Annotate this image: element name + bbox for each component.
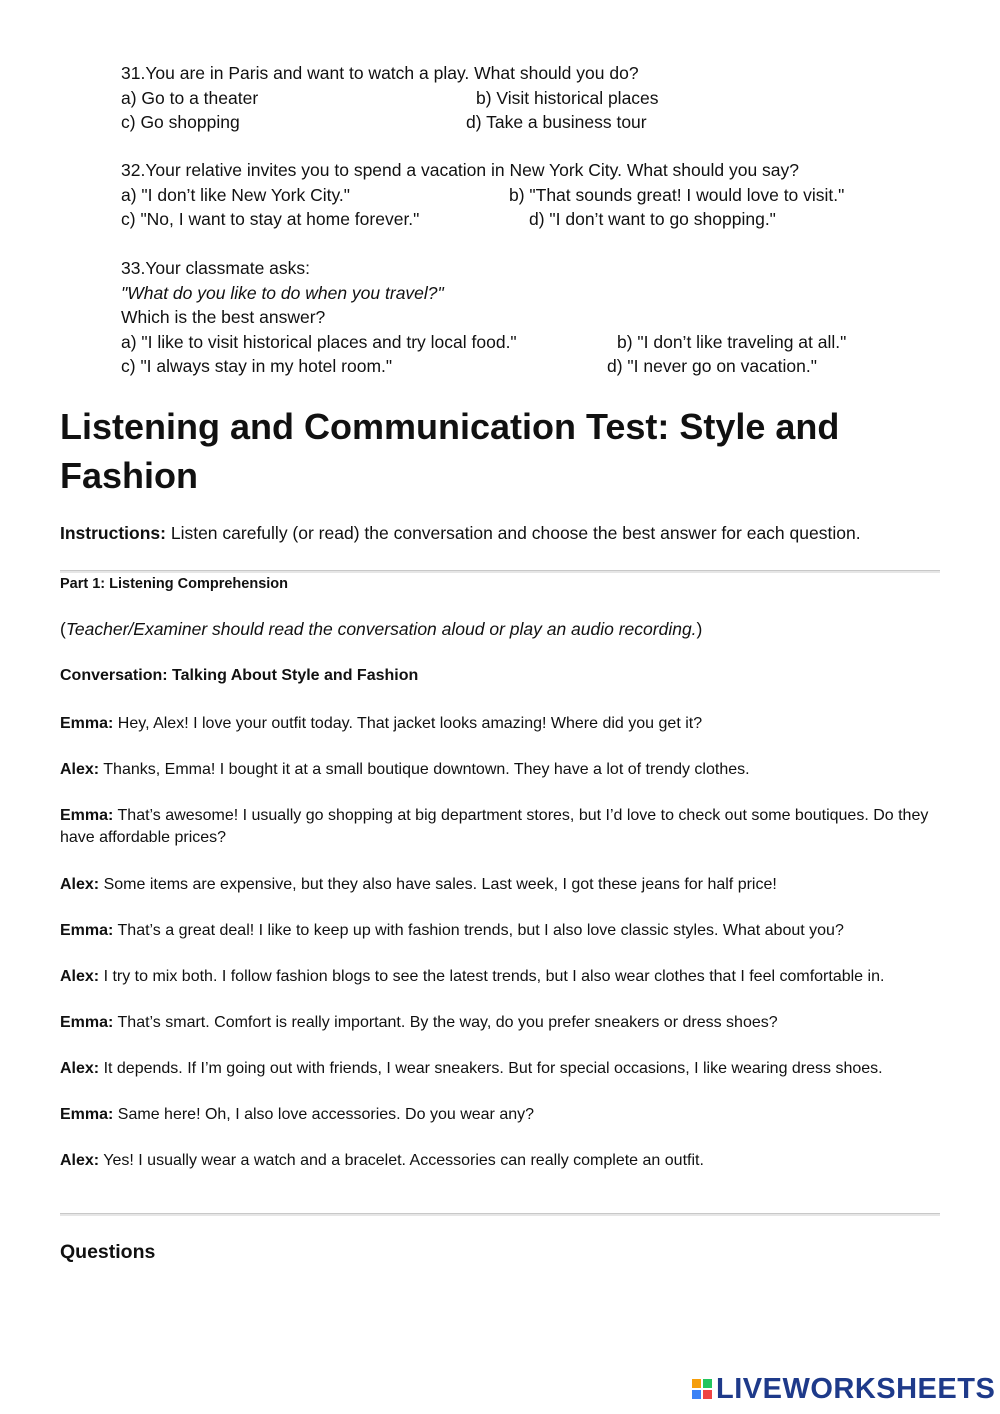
part1-heading: Part 1: Listening Comprehension <box>60 576 288 592</box>
dialogue-line <box>60 1150 950 1172</box>
dialogue-text: Some items are expensive, but they also have sales. Last week, I got these jeans for half price! <box>99 876 777 893</box>
instructions <box>60 523 861 544</box>
speaker: Emma: <box>60 1106 114 1123</box>
option-a: a) Go to a theater <box>121 87 259 108</box>
option-a: a) "I like to visit historical places and try local food." <box>121 331 517 352</box>
page-title: Listening and Communication Test: Style and Fashion <box>60 406 840 496</box>
note-text: Teacher/Examiner should read the conversation aloud or play an audio recording. <box>65 619 697 639</box>
option-row <box>121 330 921 355</box>
logo-square <box>703 1390 712 1399</box>
dialogue-text: Same here! Oh, I also love accessories. Do you wear any? <box>113 1106 535 1123</box>
question-prompt: 33.Your classmate asks: <box>121 258 311 278</box>
dialogue-line <box>60 1104 950 1126</box>
option-c: c) Go shopping <box>121 112 240 132</box>
divider <box>60 1213 940 1216</box>
option-row <box>121 86 881 111</box>
option-row <box>121 110 881 135</box>
speaker: Alex: <box>60 968 100 985</box>
option-c: c) "I always stay in my hotel room." <box>121 356 393 376</box>
speaker: Alex: <box>60 1060 100 1077</box>
liveworksheets-logo[interactable] <box>692 1374 995 1404</box>
question-prompt: 32.Your relative invites you to spend a vacation in New York City. What should you say? <box>121 160 800 180</box>
examiner-note <box>60 619 702 640</box>
dialogue-line <box>60 1012 950 1034</box>
option-b: b) Visit historical places <box>476 87 659 108</box>
dialogue-text: I try to mix both. I follow fashion blogs to see the latest trends, but I also wear clothes that I feel comfortable in. <box>99 968 885 985</box>
logo-text: LIVEWORKSHEETS <box>716 1372 996 1405</box>
questions-heading: Questions <box>60 1241 156 1263</box>
dialogue-line <box>60 713 950 735</box>
speaker: Alex: <box>60 761 100 778</box>
option-d: d) "I never go on vacation." <box>607 356 817 376</box>
option-b: b) "That sounds great! I would love to visit." <box>509 184 845 205</box>
option-b: b) "I don’t like traveling at all." <box>617 331 847 352</box>
dialogue-text: Thanks, Emma! I bought it at a small boutique downtown. They have a lot of trendy clothes. <box>99 761 750 778</box>
speaker: Emma: <box>60 715 114 732</box>
dialogue-line <box>60 805 950 849</box>
speaker: Alex: <box>60 1152 100 1169</box>
question-sub-prompt: Which is the best answer? <box>121 307 326 327</box>
question-32 <box>121 158 921 232</box>
option-row <box>121 354 921 379</box>
option-d: d) "I don’t want to go shopping." <box>529 209 776 229</box>
dialogue-line <box>60 874 950 896</box>
dialogue-text: That’s a great deal! I like to keep up with fashion trends, but I also love classic styles. What about you? <box>113 922 844 939</box>
option-a: a) "I don’t like New York City." <box>121 184 350 205</box>
instructions-label: Instructions: <box>60 523 166 543</box>
dialogue-line <box>60 1058 950 1080</box>
dialogue-line <box>60 759 950 781</box>
question-33 <box>121 256 921 379</box>
option-d: d) Take a business tour <box>466 112 647 132</box>
dialogue-line <box>60 920 950 942</box>
logo-grid-icon <box>692 1379 712 1399</box>
note-open-paren: ( <box>60 619 66 639</box>
logo-square <box>692 1379 701 1388</box>
dialogue-text: It depends. If I’m going out with friends, I wear sneakers. But for special occasions, I like wearing dress shoes. <box>99 1060 883 1077</box>
dialogue-line <box>60 966 950 988</box>
option-row <box>121 183 921 208</box>
speaker: Emma: <box>60 922 114 939</box>
speaker: Emma: <box>60 1014 114 1031</box>
option-c: c) "No, I want to stay at home forever." <box>121 209 420 229</box>
question-quote: "What do you like to do when you travel?" <box>121 282 444 303</box>
logo-square <box>703 1379 712 1388</box>
dialogue-text: That’s smart. Comfort is really important. By the way, do you prefer sneakers or dress shoes? <box>113 1014 778 1031</box>
speaker: Alex: <box>60 876 100 893</box>
speaker: Emma: <box>60 807 114 824</box>
dialogue-text: That’s awesome! I usually go shopping at big department stores, but I’d love to check out some boutiques. Do they have affordable prices? <box>60 807 929 846</box>
instructions-text: Listen carefully (or read) the conversation and choose the best answer for each question. <box>165 523 861 543</box>
dialogue-text: Yes! I usually wear a watch and a bracelet. Accessories can really complete an outfit. <box>99 1152 704 1169</box>
logo-square <box>692 1390 701 1399</box>
dialogue-text: Hey, Alex! I love your outfit today. That jacket looks amazing! Where did you get it? <box>113 715 703 732</box>
question-31 <box>121 61 881 135</box>
divider <box>60 570 940 573</box>
option-row <box>121 207 921 232</box>
conversation-heading: Conversation: Talking About Style and Fashion <box>60 667 419 684</box>
question-prompt: 31.You are in Paris and want to watch a play. What should you do? <box>121 63 639 83</box>
note-close-paren: ) <box>696 619 703 639</box>
